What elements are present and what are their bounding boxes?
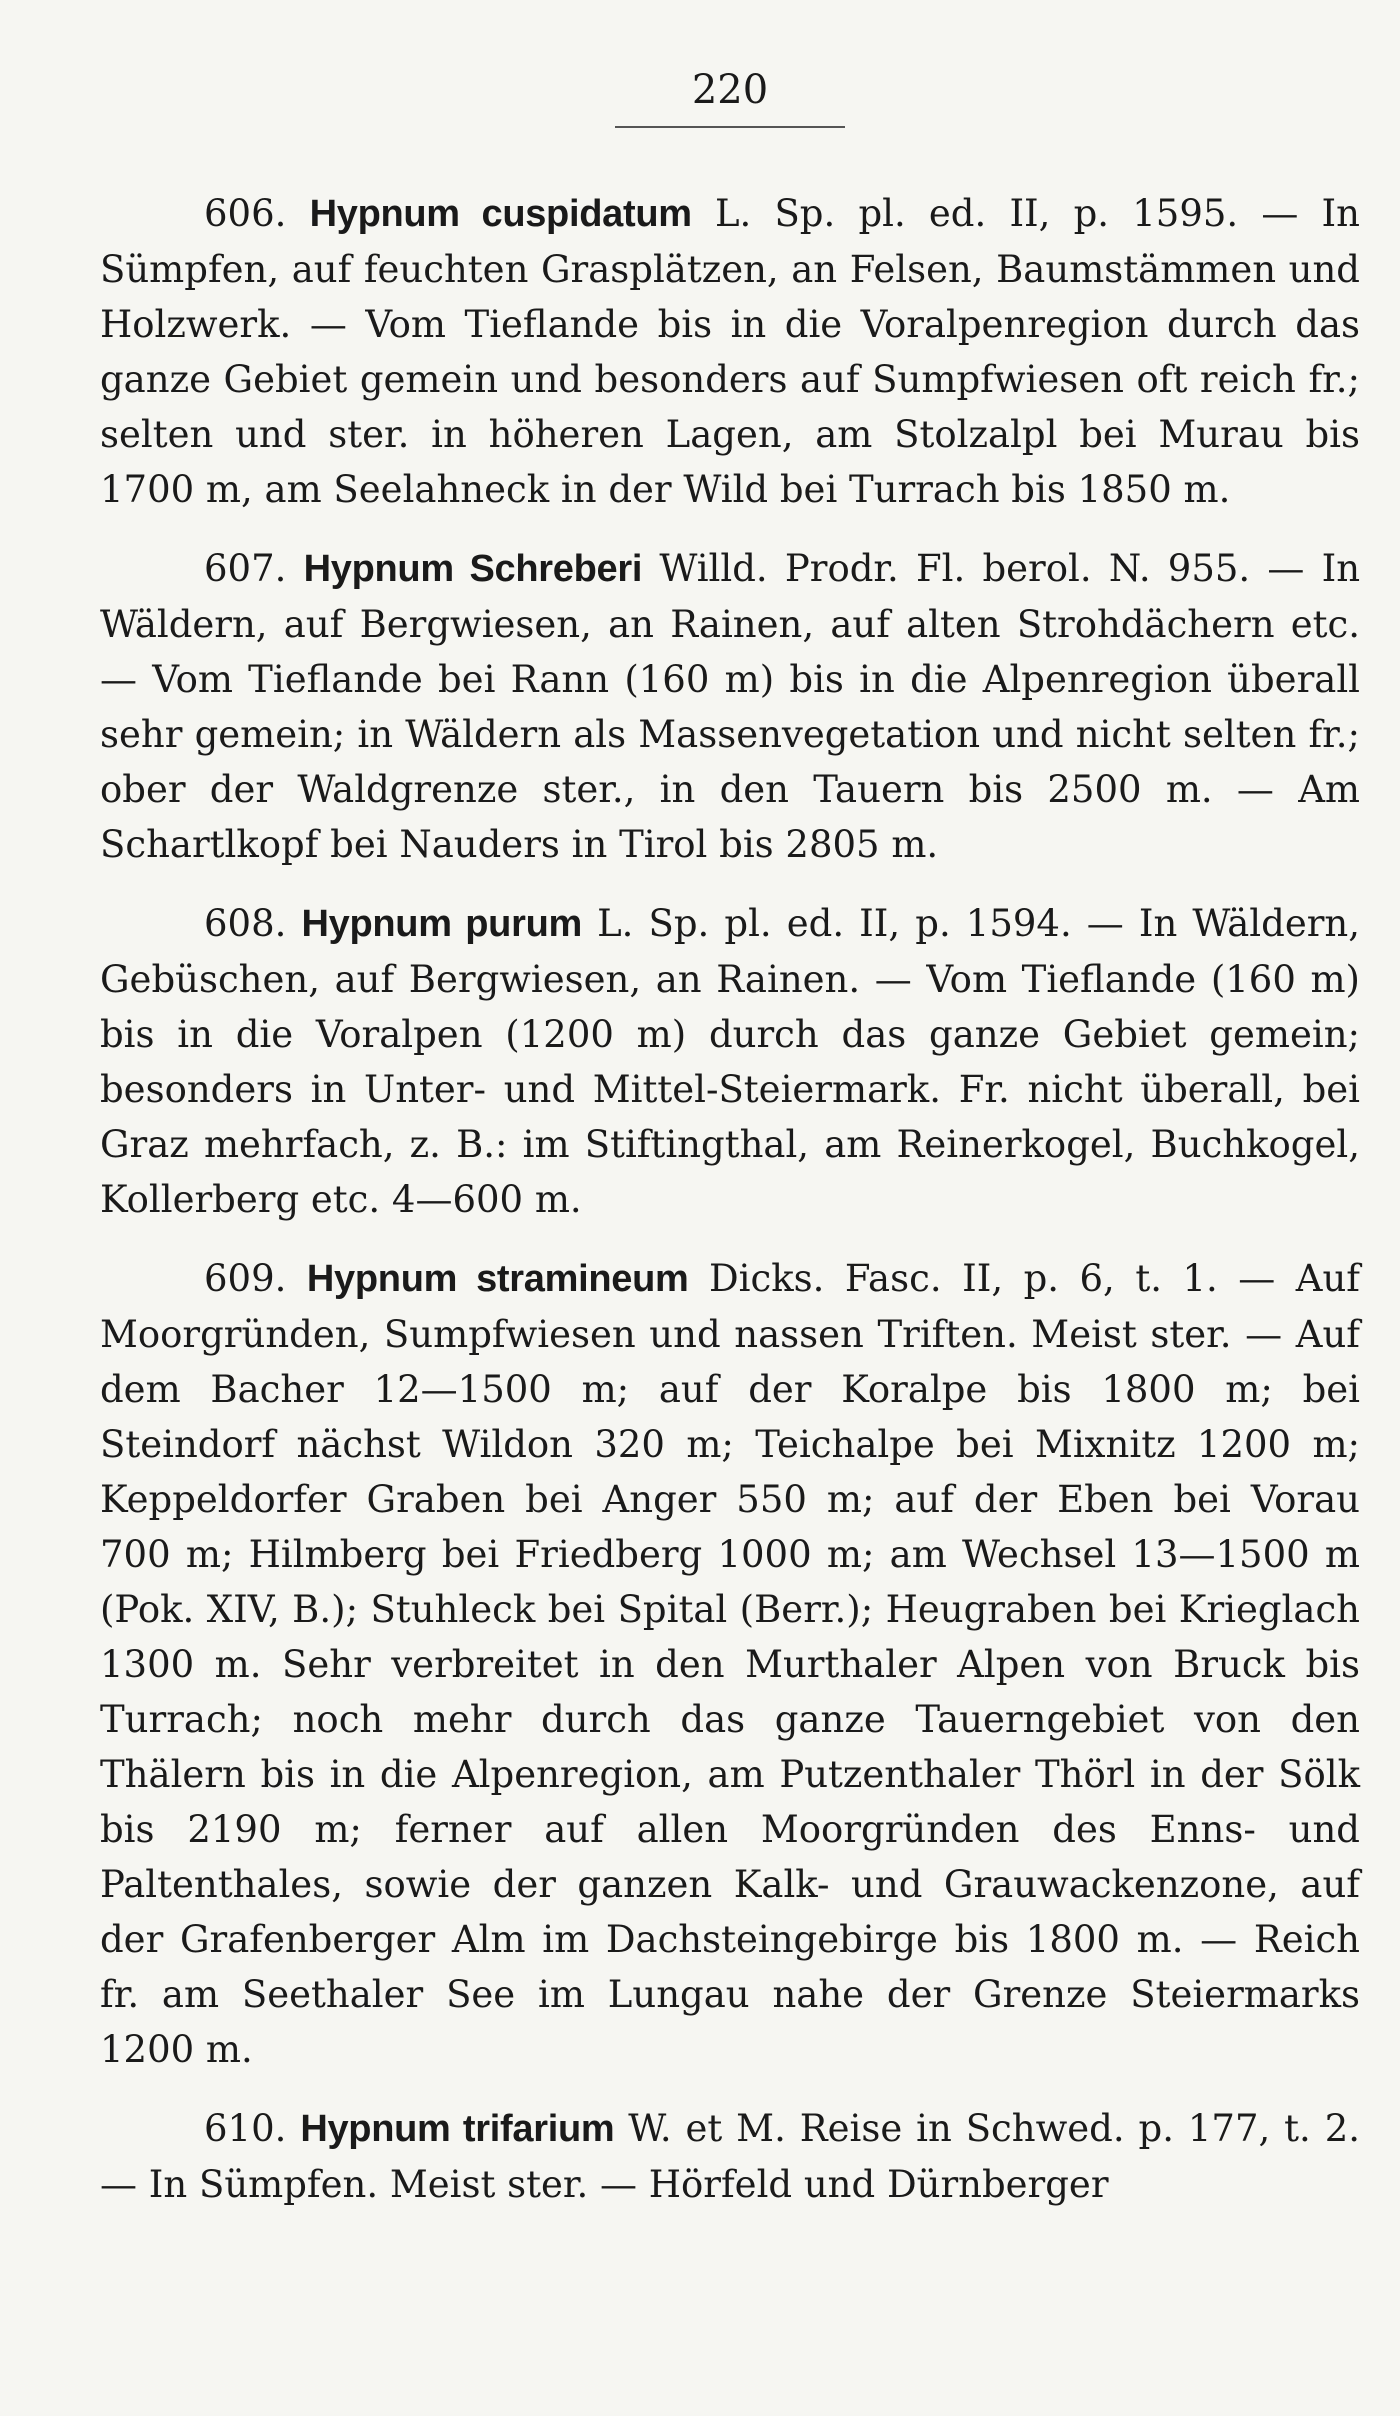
document-page (100, 60, 1360, 2390)
entry-number: 608. (204, 902, 287, 945)
entry-number: 609. (204, 1257, 287, 1300)
species-name: Hypnum cuspidatum (309, 193, 692, 235)
entry-text: L. Sp. pl. ed. II, p. 1595. — In Sümpfen, auf feuchten Grasplätzen, an Felsen, Baumstämmen und Holzwerk. — Vom Tieflande bis in die Voralpenregion durch das ganze Gebiet gemein und besonders auf Sumpfwiesen oft reich fr.; selten und ster. in höheren Lagen, am Stolzalpl bei Murau bis 1700 m, am Seelahneck in der Wild bei Turrach bis 1850 m. (100, 192, 1361, 511)
species-entry-610 (100, 2101, 1360, 2212)
species-name: Hypnum purum (301, 903, 582, 945)
entry-number: 606. (204, 192, 287, 235)
species-name: Hypnum Schreberi (303, 548, 643, 590)
entry-number: 610. (204, 2107, 287, 2150)
entry-text: L. Sp. pl. ed. II, p. 1594. — In Wäldern, Gebüschen, auf Bergwiesen, an Rainen. — Vom Tieflande (160 m) bis in die Voralpen (1200 m) durch das ganze Gebiet gemein; besonders in Unter- und Mittel-Steiermark. Fr. nicht überall, bei Graz mehrfach, z. B.: im Stiftingthal, am Reinerkogel, Buchkogel, Kollerberg etc. 4—600 m. (100, 902, 1360, 1221)
entry-text: Willd. Prodr. Fl. berol. N. 955. — In Wäldern, auf Bergwiesen, an Rainen, auf alten Strohdächern etc. — Vom Tieflande bei Rann (160 m) bis in die Alpenregion überall sehr gemein; in Wäldern als Massenvegetation und nicht selten fr.; ober der Waldgrenze ster., in den Tauern bis 2500 m. — Am Schartlkopf bei Nauders in Tirol bis 2805 m. (100, 547, 1361, 866)
species-entry-608 (100, 896, 1360, 1227)
species-name: Hypnum stramineum (306, 1258, 689, 1300)
species-entry-607 (100, 541, 1360, 872)
page-number: 220 (691, 67, 769, 113)
header-rule (615, 126, 845, 128)
species-entry-609 (100, 1251, 1360, 2077)
entry-number: 607. (204, 547, 287, 590)
entry-text: W. et M. Reise in Schwed. p. 177, t. 2. — In Sümpfen. Meist ster. — Hörfeld und Dürnberger (100, 2107, 1360, 2206)
entry-text: Dicks. Fasc. II, p. 6, t. 1. — Auf Moorgründen, Sumpfwiesen und nassen Triften. Meist ster. — Auf dem Bacher 12—1500 m; auf der Koralpe bis 1800 m; bei Steindorf nächst Wildon 320 m; Teichalpe bei Mixnitz 1200 m; Keppeldorfer Graben bei Anger 550 m; auf der Eben bei Vorau 700 m; Hilmberg bei Friedberg 1000 m; am Wechsel 13—1500 m (Pok. XIV, B.); Stuhleck bei Spital (Berr.); Heugraben bei Krieglach 1300 m. Sehr verbreitet in den Murthaler Alpen von Bruck bis Turrach; noch mehr durch das ganze Tauerngebiet von den Thälern bis in die Alpenregion, am Putzenthaler Thörl in der Sölk bis 2190 m; ferner auf allen Moorgründen des Enns- und Paltenthales, sowie der ganzen Kalk- und Grauwackenzone, auf der Grafenberger Alm im Dachsteingebirge bis 1800 m. — Reich fr. am Seethaler See im Lungau nahe der Grenze Steiermarks 1200 m. (100, 1257, 1360, 2071)
species-name: Hypnum trifarium (300, 2108, 615, 2150)
species-entry-606 (100, 186, 1360, 517)
